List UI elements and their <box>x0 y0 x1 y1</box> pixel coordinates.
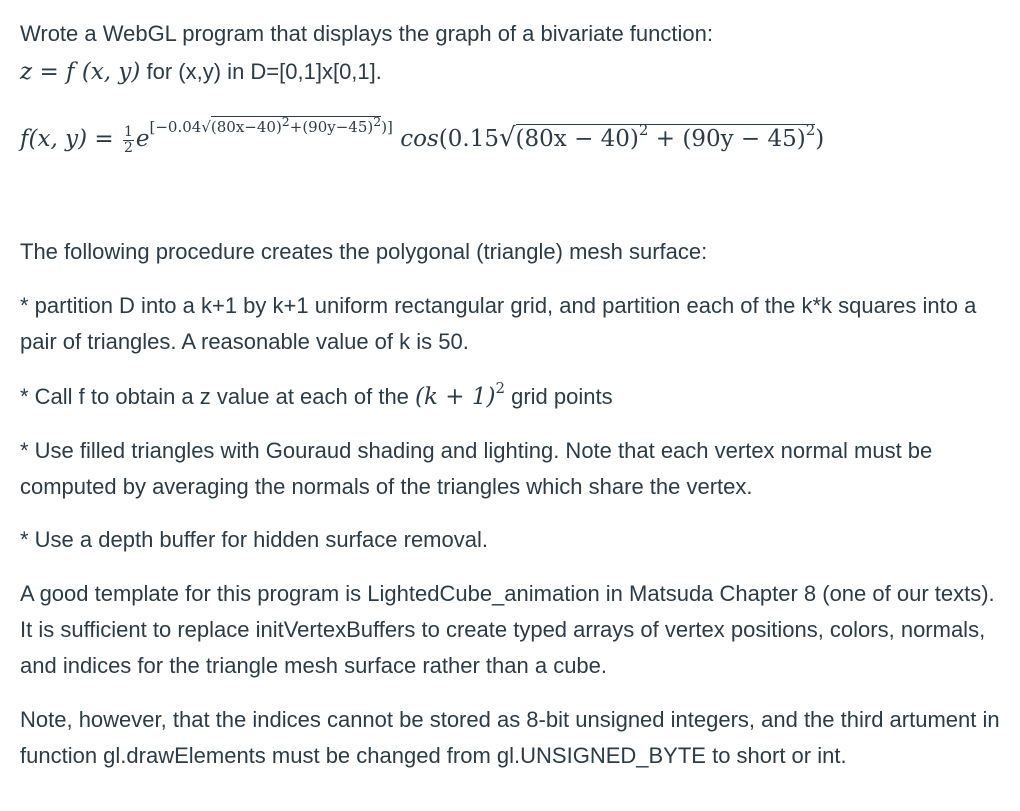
cos-term-x: (80x − 40) <box>515 126 639 152</box>
exponent-term-y: +(90y−45) <box>289 118 374 136</box>
bullet-call-f-text: * Call f to obtain a z value at each of the <box>20 384 416 409</box>
cos-sqrt-sign: √ <box>498 123 516 153</box>
exponent-square-1: 2 <box>281 114 290 129</box>
exponent-radicand <box>211 116 381 136</box>
half-numerator: 1 <box>123 123 133 140</box>
bullet-call-f-suffix: grid points <box>505 384 613 409</box>
bullet-gouraud: * Use filled triangles with Gouraud shading and lighting. Note that each vertex normal must be computed by averaging the normals of the triangles which share the vertex. <box>20 438 933 499</box>
cos-radicand <box>515 121 816 152</box>
exponent-open: [−0.04 <box>149 118 202 136</box>
function-signature-math <box>20 59 140 85</box>
exponent-sqrt-sign: √ <box>201 118 211 136</box>
cos-term-y: + (90y − 45) <box>648 126 806 152</box>
grid-count-math <box>415 379 505 410</box>
exponent-close: )] <box>381 118 393 136</box>
f-symbol: f <box>66 59 75 85</box>
function-definition-line <box>20 54 1000 90</box>
z-variable: z <box>20 59 33 85</box>
formula-lhs: f(x, y) = <box>20 126 114 152</box>
domain-text: for (x,y) in D=[0,1]x[0,1]. <box>140 59 382 84</box>
formula-math <box>20 114 825 156</box>
intro-line: Wrote a WebGL program that displays the graph of a bivariate function: <box>20 21 713 46</box>
formula-line <box>20 114 1000 159</box>
procedure-intro: The following procedure creates the polygonal (triangle) mesh surface: <box>20 239 708 264</box>
template-paragraph: A good template for this program is LightedCube_animation in Matsuda Chapter 8 (one of our texts). It is sufficient to replace initVertexBuffers to create typed arrays of vertex positions, colors, normals, and indices for the triangle mesh surface rather than a cube. <box>20 581 995 678</box>
function-args: (x, y) <box>81 59 141 85</box>
grid-count-expression: (k + 1) <box>415 384 496 410</box>
cos-square-1: 2 <box>638 121 649 139</box>
cos-close: ) <box>815 126 825 152</box>
cos-word: cos <box>400 126 439 152</box>
exponent-term-x: (80x−40) <box>210 118 282 136</box>
note-paragraph: Note, however, that the indices cannot be stored as 8-bit unsigned integers, and the third artument in function gl.drawElements must be changed from gl.UNSIGNED_BYTE to short or int. <box>20 707 1000 768</box>
equals-sign: = <box>39 59 59 85</box>
bullet-depth-buffer: * Use a depth buffer for hidden surface removal. <box>20 527 488 552</box>
e-symbol: e <box>135 126 150 152</box>
bullet-partition: * partition D into a k+1 by k+1 uniform rectangular grid, and partition each of the k*k squares into a pair of triangles. A reasonable value of k is 50. <box>20 293 977 354</box>
half-fraction <box>123 125 134 156</box>
cos-open: (0.15 <box>438 126 499 152</box>
cos-square-2: 2 <box>805 121 816 139</box>
bullet-call-f <box>20 379 1000 417</box>
exponent <box>149 114 393 136</box>
half-denominator: 2 <box>123 139 133 156</box>
exponent-square-2: 2 <box>373 114 382 129</box>
grid-count-square: 2 <box>495 379 505 397</box>
